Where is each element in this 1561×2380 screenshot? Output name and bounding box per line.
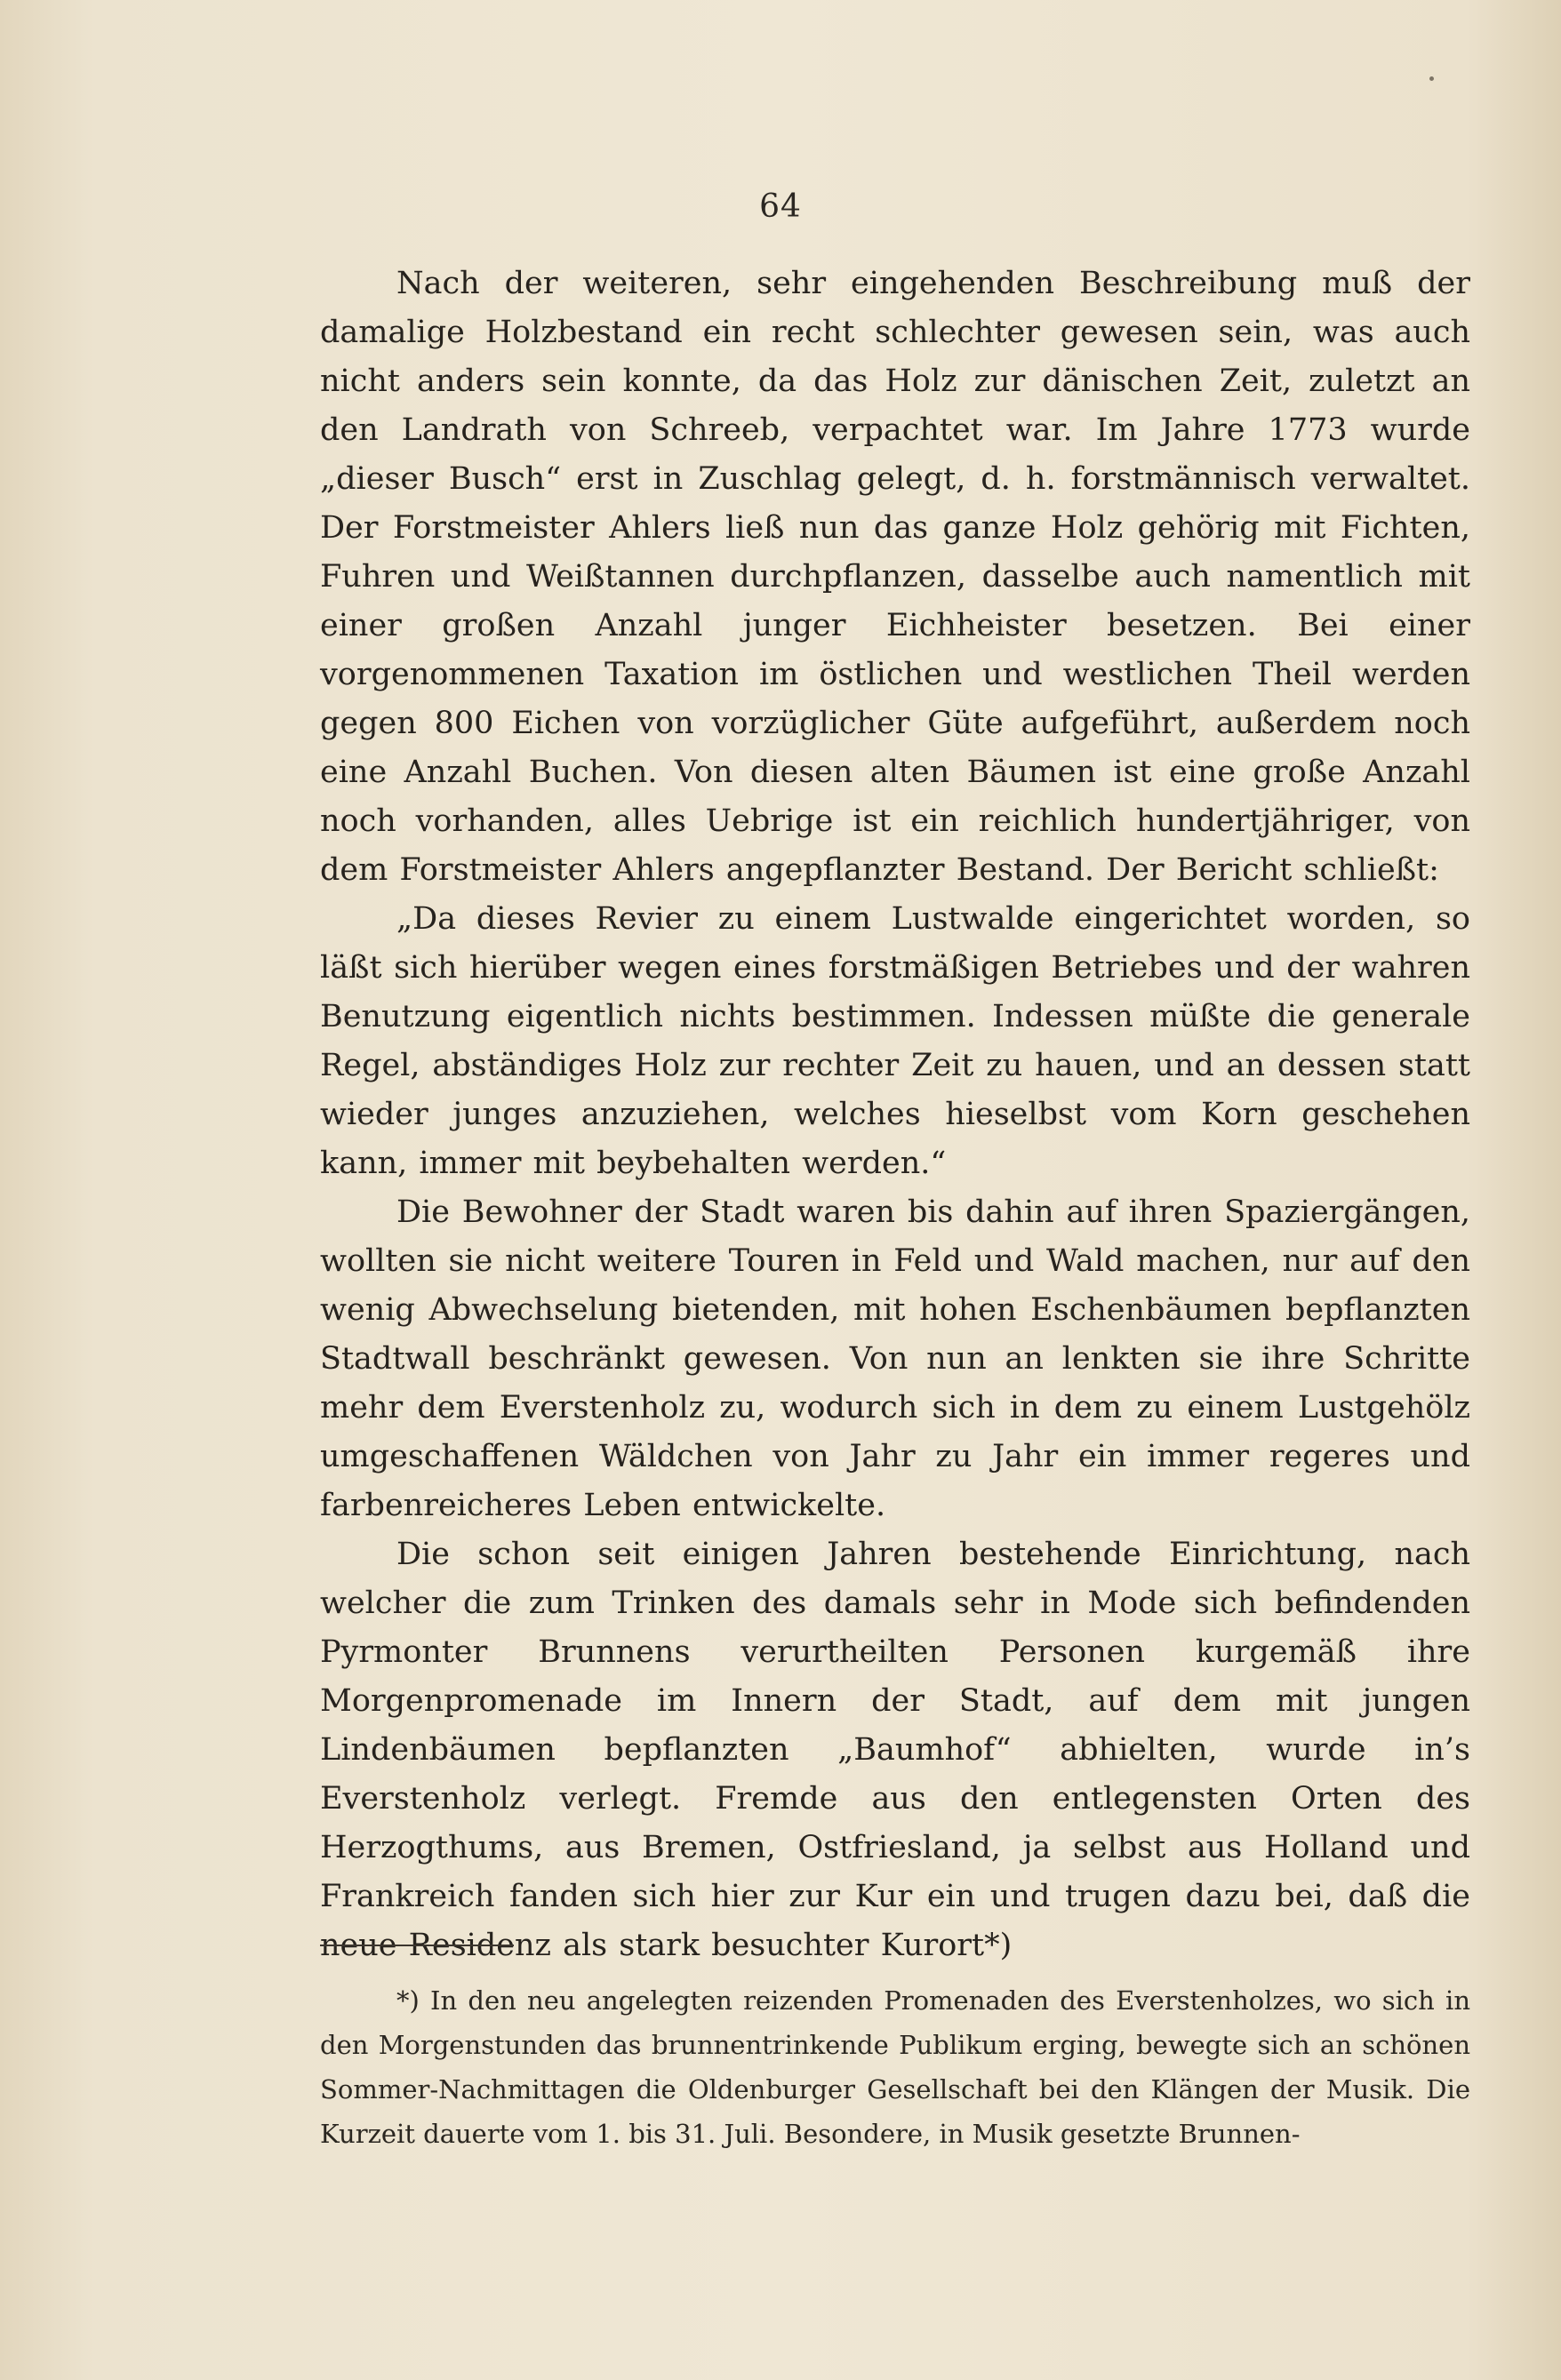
main-text [320, 260, 1470, 1970]
page-number: 64 [759, 188, 802, 225]
paragraph-1: Nach der weiteren, sehr eingehenden Beschreibung muß der damalige Holzbestand ein recht schlechter gewesen sein, was auch nicht anders sein konnte, da das Holz zur dänischen Zeit, zuletzt an den Landrath von Schreeb, verpachtet war. Im Jahre 1773 wurde „dieser Busch“ erst in Zuschlag gelegt, d. h. forstmännisch verwaltet. Der Forstmeister Ahlers ließ nun das ganze Holz gehörig mit Fichten, Fuhren und Weißtannen durchpflanzen, dasselbe auch namentlich mit einer großen Anzahl junger Eichheister besetzen. Bei einer vorgenommenen Taxation im östlichen und westlichen Theil werden gegen 800 Eichen von vorzüglicher Güte aufgeführt, außerdem noch eine Anzahl Buchen. Von diesen alten Bäumen ist eine große Anzahl noch vorhanden, alles Uebrige ist ein reichlich hundertjähriger, von dem Forstmeister Ahlers angepflanzter Bestand. Der Bericht schließt: [320, 266, 1470, 888]
footnote-divider [320, 1945, 514, 1946]
paragraph-2-quote: „Da dieses Revier zu einem Lustwalde eingerichtet worden, so läßt sich hierüber wegen eines forstmäßigen Betriebes und der wahren Benutzung eigentlich nichts bestimmen. Indessen müßte die generale Regel, abständiges Holz zur rechter Zeit zu hauen, und an dessen statt wieder junges anzuziehen, welches hieselbst vom Korn geschehen kann, immer mit beybehalten werden.“ [320, 901, 1470, 1181]
footnotes [320, 1978, 1470, 2156]
footnote-1: *) In den neu angelegten reizenden Promenaden des Everstenholzes, wo sich in den Morgenstunden das brunnentrinkende Publikum erging, bewegte sich an schönen Sommer-Nachmittagen die Oldenburger Gesellschaft bei den Klängen der Musik. Die Kurzeit dauerte vom 1. bis 31. Juli. Besondere, in Musik gesetzte Brunnen- [320, 1985, 1470, 2149]
paragraph-4: Die schon seit einigen Jahren bestehende Einrichtung, nach welcher die zum Trinken des damals sehr in Mode sich befindenden Pyrmonter Brunnens verurtheilten Personen kurgemäß ihre Morgenpromenade im Innern der Stadt, auf dem mit jungen Lindenbäumen bepflanzten „Baumhof“ abhielten, wurde in’s Everstenholz verlegt. Fremde aus den entlegensten Orten des Herzogthums, aus Bremen, Ostfriesland, ja selbst aus Holland und Frankreich fanden sich hier zur Kur ein und trugen dazu bei, daß die neue Residenz als stark besuchter Kurort*) [320, 1537, 1470, 1963]
page-speck [1429, 76, 1434, 81]
paragraph-3: Die Bewohner der Stadt waren bis dahin auf ihren Spaziergängen, wollten sie nicht weitere Touren in Feld und Wald machen, nur auf den wenig Abwechselung bietenden, mit hohen Eschenbäumen bepflanzten Stadtwall beschränkt gewesen. Von nun an lenkten sie ihre Schritte mehr dem Everstenholz zu, wodurch sich in dem zu einem Lustgehölz umgeschaffenen Wäldchen von Jahr zu Jahr ein immer regeres und farbenreicheres Leben entwickelte. [320, 1194, 1470, 1523]
